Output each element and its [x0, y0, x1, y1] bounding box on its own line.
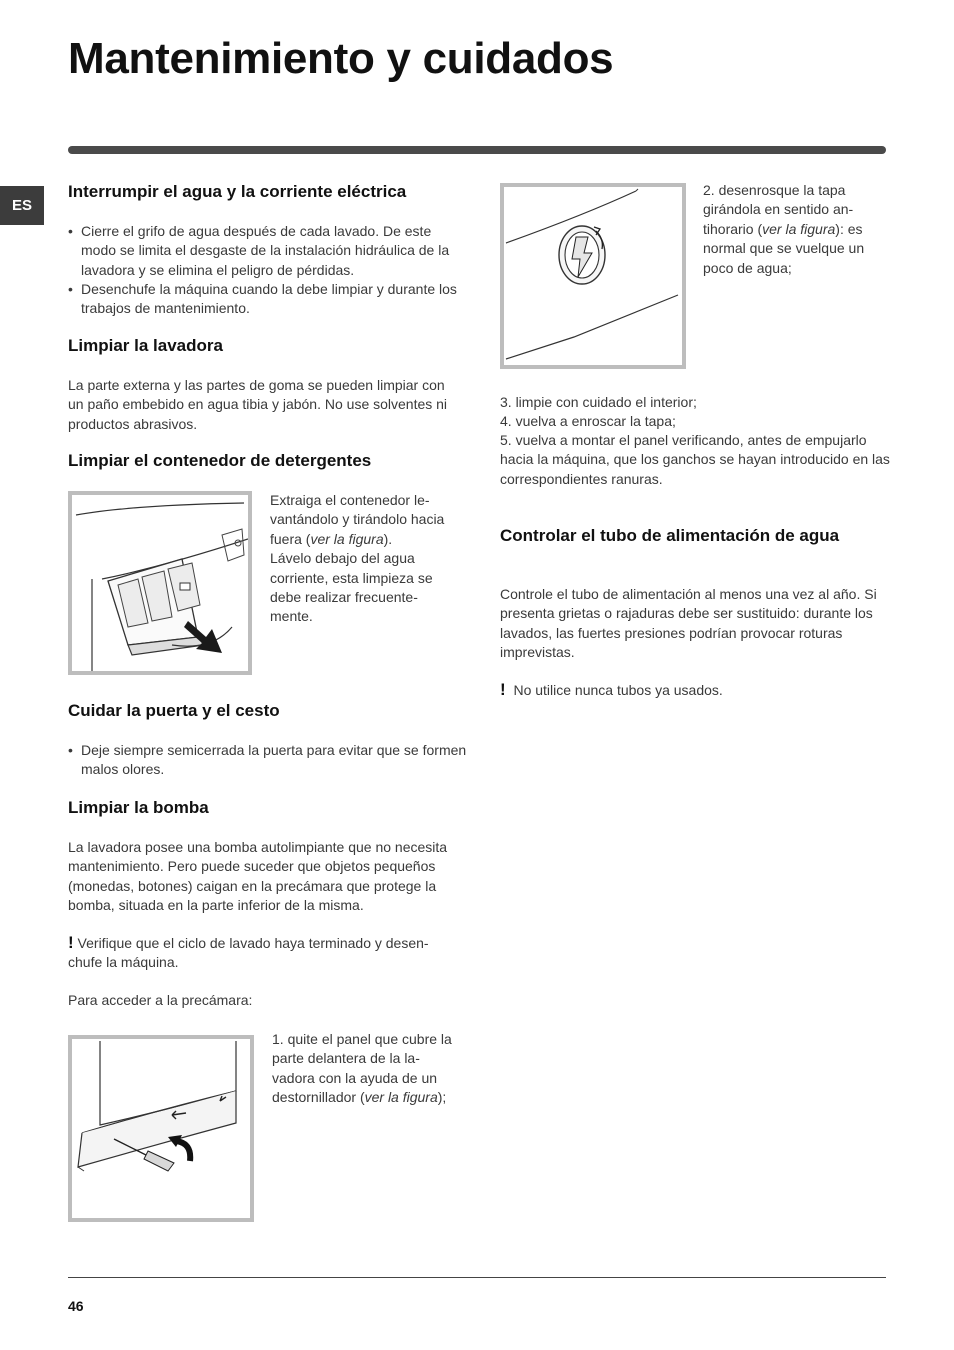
- figure-remove-panel: [68, 1035, 254, 1222]
- figure-reference: ver la figura: [364, 1089, 438, 1106]
- warning-tubos: ! No utilice nunca tubos ya usados.: [500, 680, 723, 699]
- warning-icon: !: [68, 933, 74, 952]
- step4-text: 4. vuelva a enroscar la tapa;: [500, 413, 676, 429]
- text-tubo: Controle el tubo de alimentación al menos una vez al año. Si presenta grietas o rajaduras debe ser sustituido: durante los lavados, las fuertes presiones podrían provocar roturas imprevistas.: [500, 586, 877, 661]
- bullet-desenchufe: • Desenchufe la máquina cuando la debe limpiar y durante los trabajos de mantenimiento.: [68, 280, 467, 319]
- step2-text: 2. desenrosque la tapa girándola en sentido an-tihorario (ver la figura): es normal que se vuelque un poco de agua;: [703, 182, 865, 276]
- page-title: Mantenimiento y cuidados: [68, 34, 614, 83]
- bullet-grifo: • Cierre el grifo de agua después de cada lavado. De este modo se limita el desgaste de la instalación hidráulica de la lavadora y se elimina el peligro de pérdidas.: [68, 222, 467, 280]
- section-title-puerta-cesto: Cuidar la puerta y el cesto: [68, 701, 280, 720]
- page-number: 46: [68, 1298, 84, 1314]
- figure-detergent-drawer: [68, 491, 252, 675]
- step5-text: 5. vuelva a montar el panel verificando, antes de empujarlo hacia la máquina, que los ganchos se hayan introducido en las correspondientes ranuras.: [500, 432, 890, 487]
- section-title-bomba: Limpiar la bomba: [68, 798, 209, 817]
- remove-panel-illustration: [72, 1039, 250, 1218]
- warning-icon: !: [500, 680, 506, 699]
- text-limpiar-lavadora: La parte externa y las partes de goma se pueden limpiar con un paño embebido en agua tibia y jabón. No use solventes ni productos abrasivos.: [68, 377, 448, 432]
- language-tab: ES: [0, 186, 44, 225]
- figure-reference: ver la figura: [310, 530, 384, 547]
- warning-desenchufe: ! Verifique que el ciclo de lavado haya terminado y desen-chufe la máquina.: [68, 933, 429, 971]
- figure-reference: ver la figura: [762, 220, 836, 237]
- text-contenedor: Extraiga el contenedor le-vantándolo y tirándolo hacia fuera (ver la figura). Lávelo debajo del agua corriente, esta limpieza se debe realizar frecuente-mente.: [270, 492, 445, 625]
- section-title-interrumpir: Interrumpir el agua y la corriente eléctrica: [68, 182, 407, 201]
- detergent-drawer-illustration: [72, 495, 248, 671]
- title-divider: [68, 146, 886, 154]
- figure-pump-cap: [500, 183, 686, 369]
- text-acceder: Para acceder a la precámara:: [68, 992, 253, 1008]
- section-title-contenedor: Limpiar el contenedor de detergentes: [68, 451, 372, 470]
- text-bomba: La lavadora posee una bomba autolimpiante que no necesita mantenimiento. Pero puede suceder que objetos pequeños (monedas, botones) caigan en la precámara que protege la bomba, situada en la parte inferior de la misma.: [68, 839, 448, 914]
- pump-cap-illustration: [504, 187, 682, 365]
- section-title-tubo: Controlar el tubo de alimentación de agua: [500, 526, 840, 545]
- bullet-puerta: • Deje siempre semicerrada la puerta para evitar que se formen malos olores.: [68, 741, 467, 780]
- footer-divider: [68, 1277, 886, 1278]
- step3-text: 3. limpie con cuidado el interior;: [500, 394, 697, 410]
- section-title-limpiar-lavadora: Limpiar la lavadora: [68, 336, 223, 355]
- step1-text: 1. quite el panel que cubre la parte delantera de la la-vadora con la ayuda de un destornillador (ver la figura);: [272, 1031, 452, 1106]
